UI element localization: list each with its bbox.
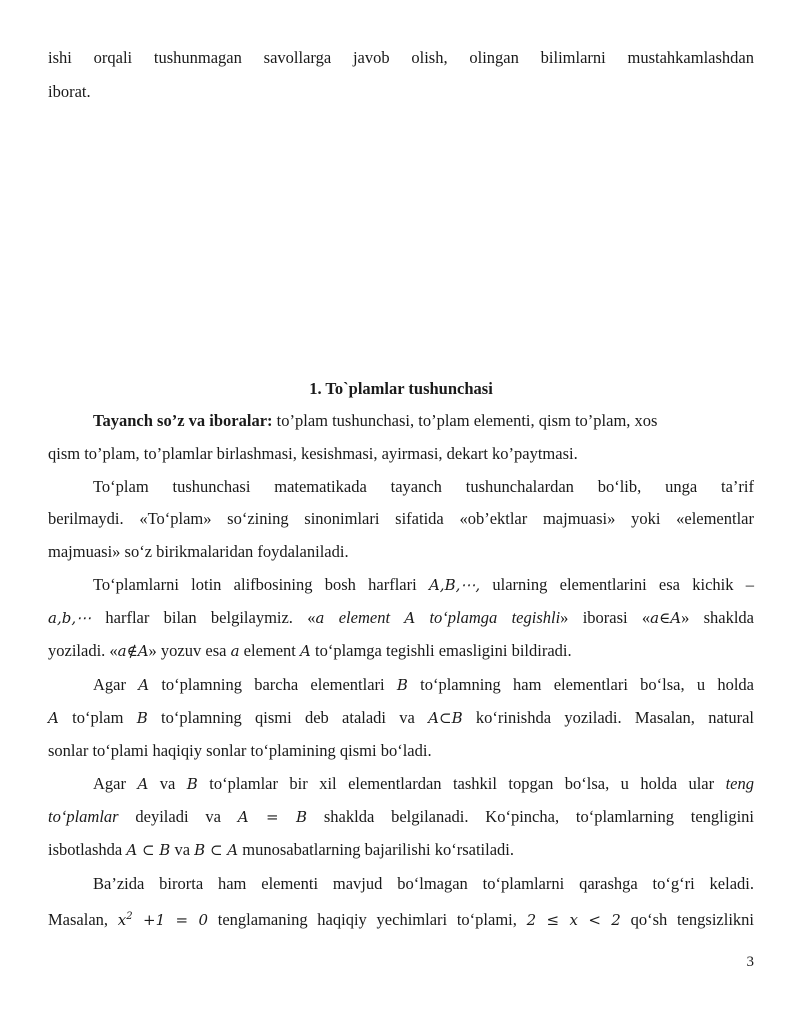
- p2-line-2: a,b,⋯ harflar bilan belgilaymiz. «a element A to‘plamga tegishli» iborasi «a∈A» shaklda: [48, 608, 755, 627]
- document-page: [48, 0, 754, 1035]
- p2-line-1: To‘plamlarni lotin alifbosining bosh harflari A,B,⋯, ularning elementlarini esa kichik –: [93, 575, 754, 594]
- keywords-line-1: Tayanch so’z va iboralar: to’plam tushunchasi, to’plam elementi, qism to’plam, xos: [93, 411, 658, 430]
- math-belongs: a∈A: [650, 609, 682, 627]
- p4-line-3: isbotlashda A ⊂ B va B ⊂ A munosabatlarning bajarilishi ko‘rsatiladi.: [48, 840, 514, 859]
- p5-line-2: Masalan, $x^2 +1 = 0$ tenglamaning haqiqiy yechimlari to‘plami, 2 ≤ x < 2 qo‘sh tengsizlikni: [48, 910, 755, 929]
- math-not-belongs: a∉A: [117, 642, 149, 660]
- p4-line-1: Agar A va B to‘plamlar bir xil elementlardan tashkil topgan bo‘lsa, u holda ular teng: [93, 774, 754, 793]
- p1-line-2: berilmaydi. «To‘plam» so‘zining sinonimlari sifatida «ob’ektlar majmuasi» yoki «elementlar: [48, 509, 754, 528]
- p3-line-2: A to‘plam B to‘plamning qismi deb ataladi va A⊂B ko‘rinishda yoziladi. Masalan, natural: [48, 708, 754, 727]
- p2-line-3: yoziladi. «a∉A» yozuv esa a element A to‘plamga tegishli emasligini bildiradi.: [48, 641, 572, 660]
- p5-line-1: Ba’zida birorta ham elementi mavjud bo‘lmagan to‘plamlarni qarashga to‘g‘ri keladi.: [93, 874, 754, 893]
- top-line-1: ishi orqali tushunmagan savollarga javob olish, olingan bilimlarni mustahkamlashdan: [48, 48, 754, 67]
- math-inequality: 2 ≤ x < 2: [526, 911, 621, 929]
- p1-line-3: majmuasi» so‘z birikmalaridan foydalaniladi.: [48, 542, 349, 561]
- section-title: 1. To`plamlar tushunchasi: [309, 379, 493, 398]
- p4-line-2: to‘plamlar deyiladi va A = B shaklda belgilanadi. Ko‘pincha, to‘plamlarning tengligini: [48, 807, 754, 826]
- keywords-label: Tayanch so’z va iboralar:: [93, 411, 273, 430]
- page-number: 3: [746, 954, 754, 970]
- p1-line-1: To‘plam tushunchasi matematikada tayanch tushunchalardan bo‘lib, unga ta’rif: [93, 477, 754, 496]
- p3-line-1: Agar A to‘plamning barcha elementlari B to‘plamning ham elementlari bo‘lsa, u holda: [93, 675, 754, 694]
- math-equal: A = B: [237, 808, 308, 826]
- math-set-letters: A,B,⋯,: [428, 576, 481, 594]
- math-subset: A⊂B: [428, 709, 463, 727]
- keywords-line-2: qism to’plam, to’plamlar birlashmasi, kesishmasi, ayirmasi, dekart ko’paytmasi.: [48, 444, 578, 463]
- math-element-letters: a,b,⋯: [48, 609, 92, 627]
- p3-line-3: sonlar to‘plami haqiqiy sonlar to‘plamining qismi bo‘ladi.: [48, 741, 432, 760]
- top-line-2: iborat.: [48, 82, 91, 101]
- math-equation: $x^2 +1 = 0$: [117, 911, 209, 929]
